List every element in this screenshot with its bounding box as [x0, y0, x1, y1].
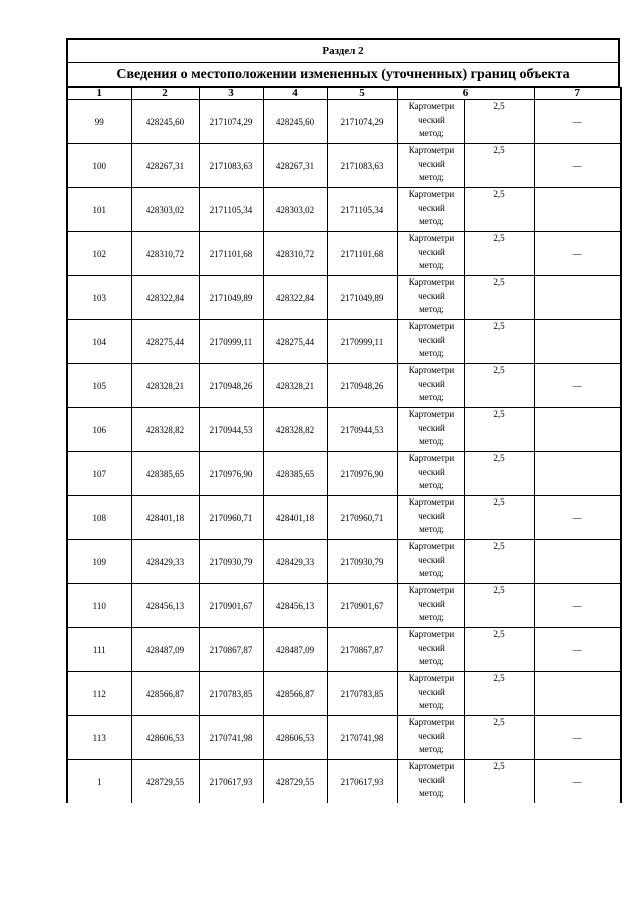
section-title: Сведения о местоположении измененных (уточненных) границ объекта [68, 63, 618, 87]
cell-description [534, 672, 621, 716]
method-text-line: метод; [419, 744, 444, 754]
method-text-line: Картометри [408, 673, 455, 683]
cell-x-existing: 428328,82 [131, 408, 199, 452]
table-row [67, 320, 621, 364]
point-number: 103 [67, 276, 131, 320]
point-number: 110 [67, 584, 131, 628]
cell-y-existing: 2170930,79 [199, 540, 263, 584]
cell-y-existing: 2171101,68 [199, 232, 263, 276]
cell-x-existing: 428456,13 [131, 584, 199, 628]
method-text-line: Картометри [408, 321, 455, 331]
method-text-line: метод; [419, 788, 444, 798]
method-text-line: ческий [418, 246, 445, 257]
cell-x-new: 428566,87 [263, 672, 327, 716]
point-number: 107 [67, 452, 131, 496]
cell-description: — [534, 760, 621, 804]
method-cell [397, 628, 464, 672]
point-number: 101 [67, 188, 131, 232]
cell-y-new: 2171101,68 [327, 232, 397, 276]
cell-y-existing: 2170948,26 [199, 364, 263, 408]
column-number: 7 [534, 88, 621, 100]
cell-x-existing: 428275,44 [131, 320, 199, 364]
cell-x-new: 428401,18 [263, 496, 327, 540]
cell-x-new: 428275,44 [263, 320, 327, 364]
cell-description: — [534, 100, 621, 144]
method-cell [397, 496, 464, 540]
method-text-line: ческий [418, 730, 445, 741]
cell-description: — [534, 716, 621, 760]
method-text-line: ческий [418, 598, 445, 609]
method-text-line: ческий [418, 686, 445, 697]
cell-x-existing: 428729,55 [131, 760, 199, 804]
cell-x-new: 428310,72 [263, 232, 327, 276]
table-row [67, 672, 621, 716]
cell-description: — [534, 496, 621, 540]
point-number: 109 [67, 540, 131, 584]
method-cell [397, 320, 464, 364]
cell-y-existing: 2171105,34 [199, 188, 263, 232]
cell-y-existing: 2170976,90 [199, 452, 263, 496]
cell-y-existing: 2170960,71 [199, 496, 263, 540]
method-cell [397, 584, 464, 628]
method-text-line: метод; [419, 216, 444, 226]
cell-y-existing: 2171074,29 [199, 100, 263, 144]
cell-y-new: 2171105,34 [327, 188, 397, 232]
precision-value: 2,5 [464, 584, 534, 628]
point-number: 112 [67, 672, 131, 716]
point-number: 105 [67, 364, 131, 408]
cell-y-existing: 2170999,11 [199, 320, 263, 364]
cell-description [534, 188, 621, 232]
precision-value: 2,5 [464, 232, 534, 276]
method-text-line: ческий [418, 290, 445, 301]
cell-x-existing: 428429,33 [131, 540, 199, 584]
column-number: 3 [199, 88, 263, 100]
column-number-row [67, 88, 621, 100]
method-text-line: Картометри [408, 541, 455, 551]
method-text-line: ческий [418, 466, 445, 477]
cell-description: — [534, 584, 621, 628]
table-row [67, 100, 621, 144]
precision-value: 2,5 [464, 188, 534, 232]
method-text-line: Картометри [408, 629, 455, 639]
method-cell [397, 100, 464, 144]
cell-y-new: 2170948,26 [327, 364, 397, 408]
point-number: 1 [67, 760, 131, 804]
cell-x-existing: 428606,53 [131, 716, 199, 760]
cell-y-existing: 2171083,63 [199, 144, 263, 188]
cell-y-new: 2171083,63 [327, 144, 397, 188]
method-text-line: метод; [419, 304, 444, 314]
cell-y-new: 2170976,90 [327, 452, 397, 496]
table-row [67, 232, 621, 276]
method-text-line: метод; [419, 612, 444, 622]
cell-x-new: 428328,21 [263, 364, 327, 408]
precision-value: 2,5 [464, 672, 534, 716]
precision-value: 2,5 [464, 628, 534, 672]
cell-x-new: 428385,65 [263, 452, 327, 496]
cell-x-existing: 428566,87 [131, 672, 199, 716]
column-number: 5 [327, 88, 397, 100]
cell-y-new: 2171074,29 [327, 100, 397, 144]
cell-x-new: 428267,31 [263, 144, 327, 188]
column-number: 1 [67, 88, 131, 100]
cell-description [534, 276, 621, 320]
cell-y-new: 2170741,98 [327, 716, 397, 760]
precision-value: 2,5 [464, 408, 534, 452]
cell-description: — [534, 364, 621, 408]
precision-value: 2,5 [464, 760, 534, 804]
cell-description [534, 408, 621, 452]
cell-y-existing: 2170867,87 [199, 628, 263, 672]
method-cell [397, 144, 464, 188]
cell-y-new: 2170960,71 [327, 496, 397, 540]
method-text-line: Картометри [408, 717, 455, 727]
method-text-line: метод; [419, 348, 444, 358]
cell-x-new: 428245,60 [263, 100, 327, 144]
cell-x-new: 428729,55 [263, 760, 327, 804]
method-cell [397, 760, 464, 804]
cell-description [534, 540, 621, 584]
method-text-line: Картометри [408, 585, 455, 595]
table-row [67, 496, 621, 540]
point-number: 102 [67, 232, 131, 276]
method-text-line: метод; [419, 524, 444, 534]
precision-value: 2,5 [464, 452, 534, 496]
method-text-line: Картометри [408, 101, 455, 111]
coordinates-table [66, 87, 622, 803]
cell-x-existing: 428303,02 [131, 188, 199, 232]
cell-description: — [534, 232, 621, 276]
precision-value: 2,5 [464, 144, 534, 188]
section-header [66, 38, 620, 87]
method-cell [397, 408, 464, 452]
column-number: 4 [263, 88, 327, 100]
method-text-line: Картометри [408, 145, 455, 155]
table-row [67, 188, 621, 232]
method-text-line: Картометри [408, 365, 455, 375]
cell-description [534, 320, 621, 364]
cell-description: — [534, 628, 621, 672]
cell-x-existing: 428487,09 [131, 628, 199, 672]
method-text-line: метод; [419, 700, 444, 710]
cell-x-existing: 428385,65 [131, 452, 199, 496]
cell-x-new: 428322,84 [263, 276, 327, 320]
table-row [67, 408, 621, 452]
method-cell [397, 452, 464, 496]
precision-value: 2,5 [464, 320, 534, 364]
precision-value: 2,5 [464, 364, 534, 408]
table-row [67, 540, 621, 584]
point-number: 99 [67, 100, 131, 144]
cell-y-existing: 2170741,98 [199, 716, 263, 760]
method-text-line: ческий [418, 334, 445, 345]
method-text-line: ческий [418, 642, 445, 653]
method-cell [397, 540, 464, 584]
section-label: Раздел 2 [68, 40, 618, 63]
method-text-line: ческий [418, 510, 445, 521]
cell-y-new: 2170783,85 [327, 672, 397, 716]
method-text-line: Картометри [408, 233, 455, 243]
cell-description: — [534, 144, 621, 188]
cell-y-new: 2171049,89 [327, 276, 397, 320]
method-text-line: ческий [418, 114, 445, 125]
method-cell [397, 232, 464, 276]
method-text-line: метод; [419, 656, 444, 666]
method-text-line: Картометри [408, 497, 455, 507]
point-number: 106 [67, 408, 131, 452]
cell-y-existing: 2170617,93 [199, 760, 263, 804]
method-text-line: метод; [419, 172, 444, 182]
table-row [67, 364, 621, 408]
point-number: 111 [67, 628, 131, 672]
method-text-line: Картометри [408, 277, 455, 287]
method-text-line: ческий [418, 202, 445, 213]
column-number: 6 [397, 88, 534, 100]
cell-y-existing: 2170783,85 [199, 672, 263, 716]
cell-description [534, 452, 621, 496]
point-number: 100 [67, 144, 131, 188]
method-text-line: ческий [418, 774, 445, 785]
table-row [67, 760, 621, 804]
cell-y-new: 2170867,87 [327, 628, 397, 672]
cell-x-existing: 428322,84 [131, 276, 199, 320]
cell-x-new: 428456,13 [263, 584, 327, 628]
cell-x-existing: 428328,21 [131, 364, 199, 408]
cell-y-new: 2170617,93 [327, 760, 397, 804]
cell-y-new: 2170901,67 [327, 584, 397, 628]
method-cell [397, 672, 464, 716]
precision-value: 2,5 [464, 276, 534, 320]
cell-x-new: 428328,82 [263, 408, 327, 452]
precision-value: 2,5 [464, 540, 534, 584]
cell-y-existing: 2171049,89 [199, 276, 263, 320]
cell-x-existing: 428267,31 [131, 144, 199, 188]
method-text-line: Картометри [408, 761, 455, 771]
precision-value: 2,5 [464, 100, 534, 144]
method-cell [397, 276, 464, 320]
method-text-line: метод; [419, 392, 444, 402]
precision-value: 2,5 [464, 716, 534, 760]
method-text-line: метод; [419, 480, 444, 490]
table-row [67, 452, 621, 496]
method-cell [397, 364, 464, 408]
method-text-line: ческий [418, 554, 445, 565]
precision-value: 2,5 [464, 496, 534, 540]
method-text-line: метод; [419, 568, 444, 578]
cell-x-existing: 428401,18 [131, 496, 199, 540]
table-row [67, 584, 621, 628]
method-cell [397, 716, 464, 760]
point-number: 104 [67, 320, 131, 364]
table-row [67, 716, 621, 760]
cell-x-existing: 428245,60 [131, 100, 199, 144]
column-number: 2 [131, 88, 199, 100]
boundary-section [66, 38, 620, 803]
cell-y-existing: 2170944,53 [199, 408, 263, 452]
cell-x-new: 428606,53 [263, 716, 327, 760]
cell-x-new: 428429,33 [263, 540, 327, 584]
method-text-line: Картометри [408, 453, 455, 463]
table-row [67, 628, 621, 672]
cell-y-new: 2170930,79 [327, 540, 397, 584]
method-text-line: метод; [419, 436, 444, 446]
method-text-line: ческий [418, 422, 445, 433]
method-text-line: ческий [418, 158, 445, 169]
cell-y-new: 2170944,53 [327, 408, 397, 452]
method-text-line: метод; [419, 128, 444, 138]
method-text-line: метод; [419, 260, 444, 270]
method-text-line: Картометри [408, 409, 455, 419]
method-cell [397, 188, 464, 232]
method-text-line: Картометри [408, 189, 455, 199]
point-number: 108 [67, 496, 131, 540]
cell-y-existing: 2170901,67 [199, 584, 263, 628]
point-number: 113 [67, 716, 131, 760]
cell-x-new: 428487,09 [263, 628, 327, 672]
cell-x-new: 428303,02 [263, 188, 327, 232]
cell-x-existing: 428310,72 [131, 232, 199, 276]
table-row [67, 144, 621, 188]
cell-y-new: 2170999,11 [327, 320, 397, 364]
method-text-line: ческий [418, 378, 445, 389]
table-row [67, 276, 621, 320]
